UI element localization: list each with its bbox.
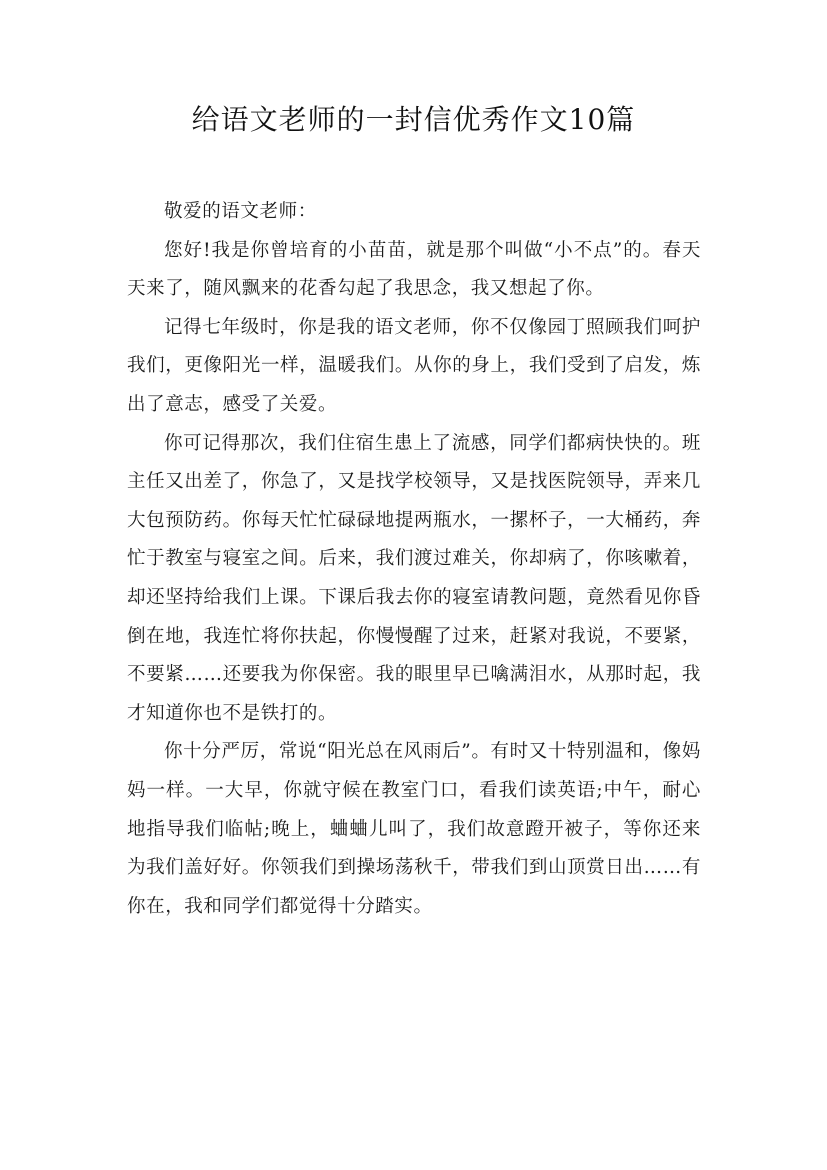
body-paragraph: 记得七年级时，你是我的语文老师，你不仅像园丁照顾我们呵护我们，更像阳光一样，温暖我们。从你的身上，我们受到了启发，炼出了意志，感受了关爱。	[127, 316, 701, 415]
document-title: 给语文老师的一封信优秀作文10篇	[191, 103, 636, 136]
greeting-paragraph: 您好!我是你曾培育的小苗苗，就是那个叫做“小不点”的。春天天来了，随风飘来的花香勾起了我思念，我又想起了你。	[127, 239, 701, 300]
salutation-paragraph: 敬爱的语文老师：	[164, 201, 317, 222]
body-paragraph: 你十分严厉，常说“阳光总在风雨后”。有时又十特别温和，像妈妈一样。一大早，你就守候在教室门口，看我们读英语;中午，耐心地指导我们临帖;晚上，蛐蛐儿叫了，我们故意蹬开被子，等你还来为我们盖好好。你领我们到操场荡秋千，带我们到山顶赏日出……有你在，我和同学们都觉得十分踏实。	[127, 741, 701, 917]
body-paragraph: 你可记得那次，我们住宿生患上了流感，同学们都病快快的。班主任又出差了，你急了，又是找学校领导，又是找医院领导，弄来几大包预防药。你每天忙忙碌碌地提两瓶水，一摞杯子，一大桶药，奔忙于教室与寝室之间。后来，我们渡过难关，你却病了，你咳嗽着，却还坚持给我们上课。下课后我去你的寝室请教问题，竟然看见你昏倒在地，我连忙将你扶起，你慢慢醒了过来，赶紧对我说，不要紧，不要紧……还要我为你保密。我的眼里早已噙满泪水，从那时起，我才知道你也不是铁打的。	[127, 432, 701, 724]
document-body	[127, 193, 701, 926]
